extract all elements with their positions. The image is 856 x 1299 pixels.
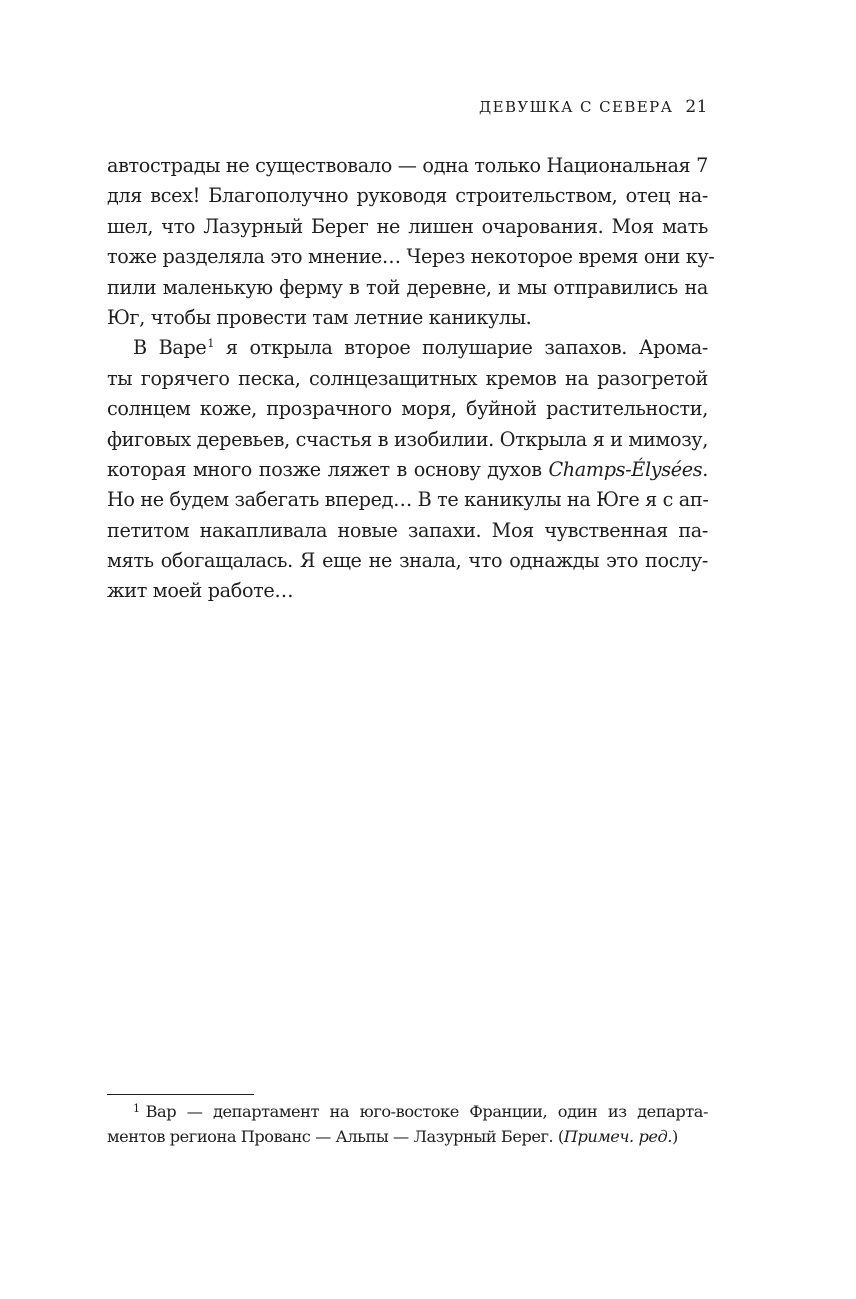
footnote-text: ментов региона Прованс — Альпы — Лазурный Берег. ( — [107, 1127, 564, 1146]
footnote-line — [107, 1124, 708, 1149]
text-line: фиговых деревьев, счастья в изобилии. Открыла я и мимозу, — [107, 427, 708, 451]
text-line: пили маленькую ферму в той деревне, и мы отправились на — [107, 275, 708, 299]
perfume-name: Champs-Élysées — [548, 457, 703, 481]
text-line: жит моей работе… — [107, 579, 294, 603]
text-line: шел, что Лазурный Берег не лишен очарования. Моя мать — [107, 214, 708, 238]
footnote-number: 1 — [133, 1102, 140, 1115]
running-head — [107, 96, 708, 118]
text-line: автострады не существовало — одна только Национальная 7 — [107, 154, 708, 177]
footnote-text: ) — [672, 1127, 678, 1146]
page-number: 21 — [685, 97, 708, 117]
footnote-reference: 1 — [207, 337, 215, 351]
text-line: мять обогащалась. Я еще не знала, что однажды это послу- — [107, 549, 708, 573]
text-line — [107, 333, 708, 363]
footnote-line — [107, 1099, 708, 1124]
text-line: солнцем коже, прозрачного моря, буйной растительности, — [107, 397, 708, 421]
text-line — [107, 455, 708, 485]
text-line: Но не будем забегать вперед… В те каникулы на Юге я с ап- — [107, 488, 709, 512]
running-title: ДЕВУШКА С СЕВЕРА — [479, 98, 674, 116]
footnote — [107, 1099, 708, 1149]
footnote-divider — [107, 1094, 254, 1095]
text-segment: которая много позже ляжет в основу духов — [107, 457, 549, 481]
text-segment: я открыла второе полушарие запахов. Арома- — [214, 336, 708, 360]
editor-note: Примеч. ред. — [563, 1127, 672, 1146]
text-line: ты горячего песка, солнцезащитных кремов на разогретой — [107, 366, 708, 390]
footnote-text: Вар — департамент на юго-востоке Франции, один из департа- — [145, 1102, 708, 1121]
text-segment: . — [702, 457, 708, 481]
text-line: Юг, чтобы провести там летние каникулы. — [107, 305, 532, 329]
text-segment: В Варе — [133, 336, 207, 360]
text-line: тоже разделяла это мнение… Через некоторое время они ку- — [107, 245, 715, 269]
text-line: петитом накапливала новые запахи. Моя чувственная па- — [107, 518, 708, 542]
text-line: для всех! Благополучно руководя строительством, отец на- — [107, 184, 708, 208]
main-text — [107, 151, 715, 607]
